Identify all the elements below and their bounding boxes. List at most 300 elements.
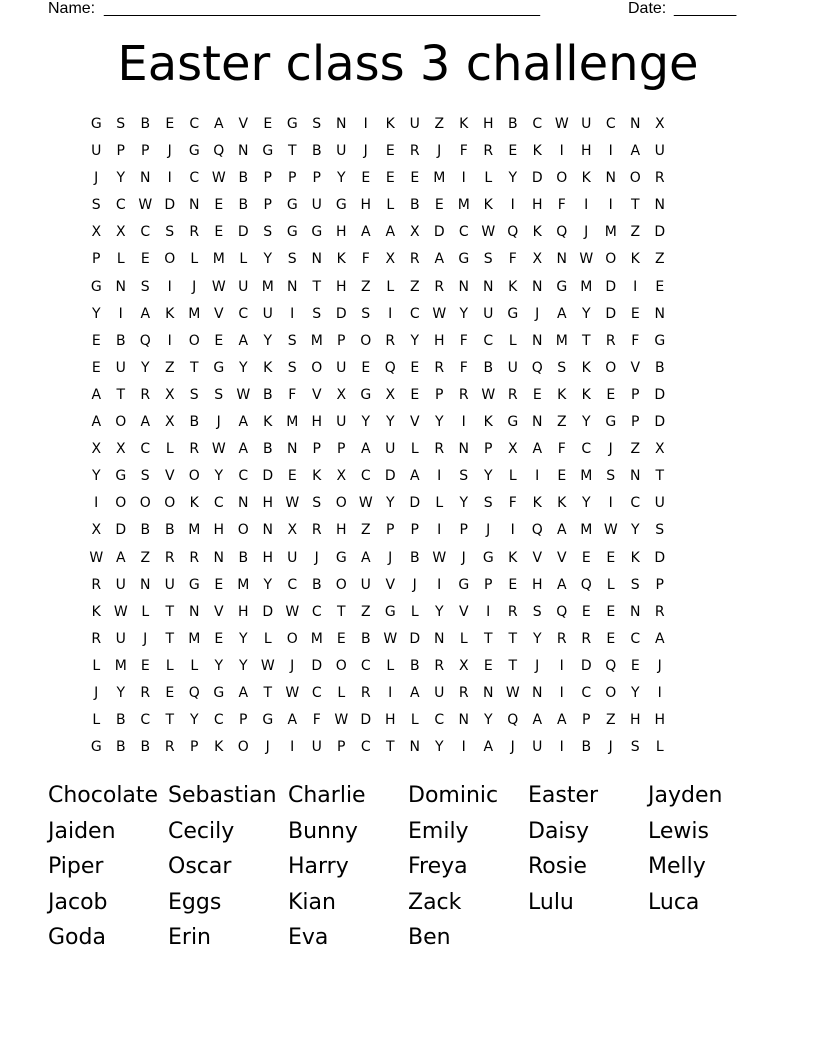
grid-letter: Q [139, 332, 151, 349]
grid-letter: J [412, 576, 417, 593]
word-list-item: Zack [408, 889, 462, 915]
grid-letter: E [165, 116, 175, 132]
grid-letter: E [606, 630, 616, 647]
grid-letter: Q [507, 712, 519, 729]
grid-letter: D [409, 495, 421, 512]
grid-letter: S [630, 739, 640, 756]
grid-letter: W [432, 549, 447, 566]
grid-letter: F [459, 143, 468, 160]
grid-letter: J [608, 441, 613, 458]
grid-letter: I [437, 576, 442, 593]
grid-letter: J [388, 549, 393, 566]
grid-letter: A [532, 441, 543, 458]
grid-letter: L [165, 657, 174, 674]
grid-letter: K [263, 414, 273, 431]
word-list-item: Jayden [648, 783, 723, 808]
grid-letter: G [556, 278, 568, 295]
grid-letter: X [409, 224, 420, 241]
grid-letter: W [358, 495, 373, 512]
grid-letter: O [237, 739, 249, 756]
grid-letter: A [140, 305, 151, 322]
grid-letter: N [605, 170, 616, 187]
grid-letter: Z [654, 251, 665, 268]
date-blank-line: _______ [674, 0, 737, 17]
grid-letter: B [238, 549, 249, 566]
grid-letter: Y [385, 495, 395, 512]
word-list-item: Erin [168, 925, 212, 951]
word-list-item: Daisy [528, 818, 590, 844]
grid-letter: D [164, 197, 176, 214]
grid-letter: A [238, 441, 249, 458]
grid-letter: C [409, 305, 420, 322]
word-list [48, 778, 778, 956]
grid-letter: U [262, 305, 273, 322]
grid-letter: N [287, 278, 298, 295]
grid-letter: N [483, 684, 494, 701]
grid-letter: N [262, 522, 273, 539]
word-list-item: Charlie [288, 783, 366, 808]
grid-letter: I [608, 143, 613, 160]
grid-letter: E [434, 197, 444, 214]
grid-letter: T [336, 603, 346, 620]
grid-letter: O [139, 495, 151, 512]
grid-letter: D [580, 657, 592, 674]
grid-letter: Z [434, 116, 445, 132]
grid-row [84, 358, 732, 385]
grid-letter: L [459, 630, 468, 647]
grid-letter: U [385, 441, 396, 458]
grid-letter: Y [116, 684, 126, 701]
grid-letter: P [263, 197, 272, 214]
grid-letter: S [287, 359, 297, 376]
grid-letter: L [337, 684, 346, 701]
grid-letter: B [654, 359, 665, 376]
word-list-item: Lulu [528, 889, 574, 915]
grid-letter: D [409, 630, 421, 647]
grid-letter: R [507, 603, 518, 620]
grid-letter: K [312, 468, 322, 485]
grid-letter: P [312, 170, 321, 187]
grid-letter: I [559, 143, 564, 160]
word-list-item: Piper [48, 854, 104, 880]
grid-letter: C [189, 170, 200, 187]
grid-letter: M [433, 170, 446, 187]
grid-letter: B [409, 657, 420, 674]
grid-letter: G [507, 414, 519, 431]
grid-letter: C [360, 657, 371, 674]
grid-letter: E [410, 170, 420, 187]
grid-row [84, 168, 732, 195]
grid-letter: T [385, 739, 395, 756]
grid-letter: R [581, 630, 592, 647]
grid-letter: M [261, 278, 274, 295]
grid-letter: N [140, 576, 151, 593]
grid-letter: O [188, 332, 200, 349]
grid-letter: X [336, 386, 347, 403]
grid-letter: T [189, 359, 199, 376]
grid-letter: C [630, 630, 641, 647]
grid-letter: M [114, 657, 127, 674]
grid-letter: L [410, 441, 419, 458]
grid-letter: Y [581, 305, 591, 322]
grid-letter: S [91, 197, 101, 214]
grid-row [84, 575, 732, 602]
grid-letter: X [507, 441, 518, 458]
grid-row [84, 249, 732, 276]
grid-row [84, 195, 732, 222]
grid-letter: S [361, 305, 371, 322]
grid-letter: H [213, 522, 225, 539]
grid-letter: A [91, 414, 102, 431]
grid-letter: K [336, 251, 346, 268]
word-list-item: Jacob [48, 889, 108, 915]
grid-letter: B [262, 441, 273, 458]
grid-letter: C [605, 116, 616, 132]
grid-letter: Y [434, 739, 444, 756]
word-list-item: Sebastian [168, 783, 277, 808]
grid-letter: M [310, 332, 323, 349]
grid-letter: I [559, 657, 564, 674]
grid-letter: K [483, 414, 493, 431]
grid-letter: Y [459, 305, 469, 322]
grid-letter: W [554, 116, 569, 132]
grid-letter: I [167, 278, 172, 295]
grid-letter: S [287, 332, 297, 349]
grid-letter: Y [238, 657, 248, 674]
grid-letter: E [91, 359, 101, 376]
grid-letter: S [214, 386, 224, 403]
grid-letter: S [263, 224, 273, 241]
grid-letter: L [655, 739, 664, 756]
grid-letter: W [285, 603, 300, 620]
grid-letter: L [484, 170, 493, 187]
grid-letter: N [238, 143, 249, 160]
grid-letter: I [608, 197, 613, 214]
grid-letter: Y [140, 359, 150, 376]
grid-letter: Z [360, 522, 371, 539]
grid-letter: L [92, 712, 101, 729]
grid-letter: T [287, 143, 297, 160]
grid-letter: K [214, 739, 224, 756]
word-list-item: Cecily [168, 818, 235, 844]
grid-letter: S [140, 278, 150, 295]
grid-letter: A [115, 549, 126, 566]
grid-letter: D [360, 712, 372, 729]
grid-letter: G [213, 684, 225, 701]
grid-letter: P [239, 712, 248, 729]
grid-letter: J [535, 657, 540, 674]
grid-letter: Y [361, 414, 371, 431]
grid-letter: R [434, 359, 445, 376]
word-list-item: Easter [528, 783, 599, 808]
grid-letter: Z [360, 603, 371, 620]
grid-letter: E [214, 224, 224, 241]
grid-letter: Q [580, 576, 592, 593]
grid-letter: H [482, 116, 494, 132]
grid-letter: V [238, 116, 249, 132]
grid-letter: Y [91, 305, 101, 322]
name-blank-line: _________________________________________________ [104, 0, 541, 17]
grid-letter: I [535, 468, 540, 485]
grid-letter: F [312, 712, 321, 729]
grid-letter: F [361, 251, 370, 268]
grid-letter: N [532, 332, 543, 349]
grid-letter: J [363, 143, 368, 160]
grid-letter: A [385, 224, 396, 241]
grid-letter: P [312, 441, 321, 458]
date-label: Date: [628, 0, 667, 17]
grid-letter: A [630, 143, 641, 160]
grid-letter: E [214, 332, 224, 349]
grid-letter: B [238, 197, 249, 214]
grid-letter: N [238, 495, 249, 512]
grid-letter: X [91, 224, 102, 241]
grid-letter: G [286, 197, 298, 214]
word-list-item: Harry [288, 854, 349, 880]
grid-letter: C [360, 739, 371, 756]
grid-letter: Z [360, 278, 371, 295]
grid-letter: H [531, 197, 543, 214]
grid-letter: G [360, 386, 372, 403]
grid-letter: D [433, 224, 445, 241]
grid-letter: X [532, 251, 543, 268]
grid-letter: N [140, 170, 151, 187]
grid-letter: K [508, 549, 518, 566]
grid-letter: S [557, 359, 567, 376]
grid-letter: F [508, 495, 517, 512]
grid-row [84, 304, 732, 331]
grid-letter: H [531, 576, 543, 593]
grid-letter: F [508, 251, 517, 268]
grid-letter: K [532, 224, 542, 241]
grid-letter: L [116, 251, 125, 268]
grid-letter: S [165, 224, 175, 241]
grid-letter: U [336, 143, 347, 160]
grid-letter: H [311, 414, 323, 431]
grid-letter: L [141, 603, 150, 620]
grid-letter: R [189, 441, 200, 458]
grid-letter: N [189, 603, 200, 620]
grid-letter: Y [434, 603, 444, 620]
grid-letter: K [385, 116, 395, 132]
grid-letter: S [532, 603, 542, 620]
grid-letter: W [211, 170, 226, 187]
grid-letter: H [237, 603, 249, 620]
grid-letter: T [263, 684, 273, 701]
grid-letter: C [360, 468, 371, 485]
grid-letter: K [532, 143, 542, 160]
grid-letter: O [605, 359, 617, 376]
grid-letter: N [336, 116, 347, 132]
grid-letter: Q [384, 359, 396, 376]
grid-row [84, 629, 732, 656]
grid-row [84, 385, 732, 412]
grid-letter: O [164, 251, 176, 268]
grid-letter: D [384, 468, 396, 485]
grid-letter: O [115, 495, 127, 512]
grid-letter: Y [532, 630, 542, 647]
grid-letter: G [262, 712, 274, 729]
grid-letter: D [237, 224, 249, 241]
grid-letter: R [164, 549, 175, 566]
grid-row [84, 439, 732, 466]
grid-letter: X [336, 468, 347, 485]
grid-letter: N [654, 197, 665, 214]
grid-letter: Y [91, 468, 101, 485]
grid-letter: L [92, 657, 101, 674]
grid-letter: W [334, 712, 349, 729]
grid-letter: H [384, 712, 396, 729]
grid-letter: J [314, 549, 319, 566]
grid-letter: E [336, 630, 346, 647]
grid-letter: A [360, 441, 371, 458]
grid-letter: N [115, 278, 126, 295]
grid-letter: N [458, 278, 469, 295]
grid-letter: U [654, 143, 665, 160]
grid-letter: X [654, 116, 665, 132]
grid-row [84, 548, 732, 575]
grid-letter: J [461, 549, 466, 566]
grid-letter: Y [410, 332, 420, 349]
grid-letter: N [630, 116, 641, 132]
grid-letter: B [140, 522, 151, 539]
grid-letter: E [214, 197, 224, 214]
grid-letter: U [434, 684, 445, 701]
grid-letter: C [458, 224, 469, 241]
grid-letter: N [189, 197, 200, 214]
grid-letter: J [265, 739, 270, 756]
grid-letter: B [581, 739, 592, 756]
grid-letter: Y [238, 630, 248, 647]
grid-letter: X [458, 657, 469, 674]
word-list-item: Ben [408, 925, 451, 951]
grid-letter: D [115, 522, 127, 539]
grid-letter: C [311, 684, 322, 701]
grid-letter: L [386, 197, 395, 214]
grid-letter: P [337, 739, 346, 756]
word-search-grid [84, 114, 732, 764]
grid-letter: N [532, 684, 543, 701]
grid-letter: Y [116, 170, 126, 187]
word-list-item: Bunny [288, 818, 358, 844]
grid-letter: G [115, 468, 127, 485]
grid-letter: X [287, 522, 298, 539]
grid-letter: M [188, 305, 201, 322]
grid-letter: W [211, 278, 226, 295]
grid-letter: J [657, 657, 662, 674]
grid-letter: K [557, 495, 567, 512]
grid-row [84, 331, 732, 358]
grid-letter: M [555, 332, 568, 349]
grid-letter: I [167, 332, 172, 349]
grid-letter: P [116, 143, 125, 160]
grid-letter: U [654, 495, 665, 512]
grid-letter: S [483, 495, 493, 512]
grid-letter: E [532, 386, 542, 403]
grid-row [84, 114, 732, 141]
grid-letter: C [287, 576, 298, 593]
grid-letter: T [165, 630, 175, 647]
grid-letter: R [605, 332, 616, 349]
grid-letter: Y [483, 712, 493, 729]
grid-letter: M [580, 278, 593, 295]
grid-letter: H [580, 143, 592, 160]
grid-letter: F [557, 197, 566, 214]
grid-letter: V [385, 576, 396, 593]
grid-letter: W [89, 549, 104, 566]
grid-letter: W [236, 386, 251, 403]
grid-letter: N [654, 305, 665, 322]
grid-letter: U [311, 197, 322, 214]
grid-letter: U [336, 414, 347, 431]
grid-letter: Y [336, 170, 346, 187]
grid-letter: D [654, 414, 666, 431]
grid-letter: B [115, 739, 126, 756]
grid-letter: T [508, 657, 518, 674]
grid-letter: S [189, 386, 199, 403]
grid-letter: R [654, 603, 665, 620]
grid-letter: V [409, 414, 420, 431]
grid-letter: Z [409, 278, 420, 295]
grid-letter: O [360, 332, 372, 349]
grid-letter: E [385, 143, 395, 160]
header-line [48, 0, 748, 20]
grid-row [84, 412, 732, 439]
grid-letter: I [290, 739, 295, 756]
grid-letter: K [91, 603, 101, 620]
grid-letter: A [532, 712, 543, 729]
grid-letter: O [629, 170, 641, 187]
grid-letter: E [508, 143, 518, 160]
grid-letter: Y [630, 522, 640, 539]
grid-letter: M [188, 630, 201, 647]
word-list-item: Eva [288, 925, 329, 951]
grid-letter: J [486, 522, 491, 539]
grid-letter: P [263, 170, 272, 187]
grid-letter: E [557, 468, 567, 485]
grid-letter: Y [581, 414, 591, 431]
grid-letter: I [167, 170, 172, 187]
grid-letter: P [288, 170, 297, 187]
grid-letter: O [311, 359, 323, 376]
grid-letter: C [238, 468, 249, 485]
grid-letter: B [140, 116, 151, 132]
grid-letter: F [459, 332, 468, 349]
grid-letter: H [335, 224, 347, 241]
grid-letter: E [606, 386, 616, 403]
grid-letter: V [213, 305, 224, 322]
grid-letter: X [115, 224, 126, 241]
grid-letter: B [115, 332, 126, 349]
grid-letter: W [481, 386, 496, 403]
word-list-item: Dominic [408, 783, 499, 808]
grid-row [84, 656, 732, 683]
grid-letter: C [213, 495, 224, 512]
grid-letter: H [433, 332, 445, 349]
grid-letter: I [559, 739, 564, 756]
grid-letter: W [211, 441, 226, 458]
grid-letter: X [164, 386, 175, 403]
grid-letter: K [581, 170, 591, 187]
grid-letter: Q [507, 224, 519, 241]
grid-letter: F [631, 332, 640, 349]
grid-letter: U [483, 305, 494, 322]
grid-letter: Y [263, 576, 273, 593]
grid-letter: G [286, 224, 298, 241]
grid-letter: K [263, 359, 273, 376]
grid-letter: U [360, 576, 371, 593]
grid-letter: B [115, 712, 126, 729]
